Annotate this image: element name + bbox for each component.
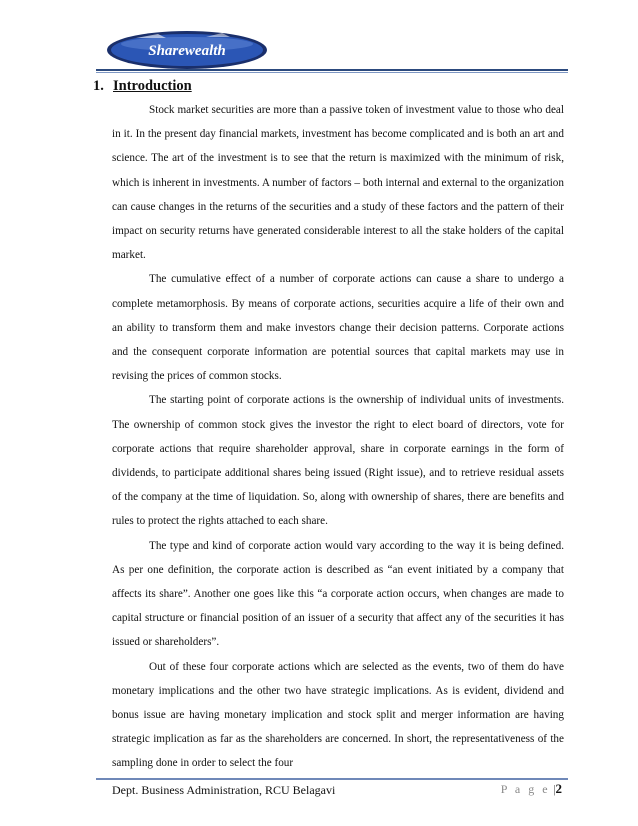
page-label: P a g e	[500, 782, 551, 796]
logo-text: Sharewealth	[148, 43, 226, 59]
paragraph: The type and kind of corporate action would vary according to the way it is being defined. As per one definition, the corporate action is described as “an event initiated by a company that affects its share”. Another one goes like this “a corporate action occurs, when changes are made to capital structure or financial position of an issuer of a security that affect any of the securities it has issued or shareholders”.	[112, 539, 564, 649]
section-number: 1.	[93, 78, 104, 94]
footer-page	[501, 781, 562, 797]
page-separator: |	[553, 782, 556, 796]
paragraph: The starting point of corporate actions is the ownership of individual units of investments. The ownership of common stock gives the investor the right to elect board of directors, vote for corporate actions that require shareholder approval, share in corporate earnings in the form of dividends, to participate additional shares being issued (Right issue), and to retrieve residual assets of the company at the time of liquidation. So, along with ownership of shares, there are benefits and rules to protect the rights attached to each share.	[112, 394, 564, 528]
sharewealth-logo	[106, 30, 268, 70]
page-number: 2	[555, 781, 562, 796]
section-heading	[93, 78, 192, 95]
header-rule-thin	[96, 72, 568, 73]
paragraph: Stock market securities are more than a passive token of investment value to those who deal in it. In the present day financial markets, investment has become complicated and is both an art and science. The art of the investment is to see that the return is maximized with the minimum of risk, which is inherent in investments. A number of factors – both internal and external to the organization can cause changes in the returns of the securities and a study of these factors and the pattern of their impact on security returns have generated considerable interest to all the stake holders of the capital market.	[112, 104, 564, 262]
paragraph: Out of these four corporate actions which are selected as the events, two of them do have monetary implications and the other two have strategic implications. As is evident, dividend and bonus issue are having monetary implication and stock split and merger information are having strategic implication as far as the shareholders are concerned. In short, the representativeness of the sampling done in order to select the four	[112, 660, 564, 770]
footer-department: Dept. Business Administration, RCU Belagavi	[112, 783, 336, 797]
paragraph: The cumulative effect of a number of corporate actions can cause a share to undergo a complete metamorphosis. By means of corporate actions, securities acquire a life of their own and an ability to transform them and make investors change their decision patterns. Corporate actions and the consequent corporate information are potential sources that capital markets may use in revising the prices of common stocks.	[112, 273, 564, 383]
footer-rule	[96, 778, 568, 780]
header-rule	[96, 69, 568, 71]
section-title: Introduction	[113, 78, 192, 94]
body-text	[112, 98, 564, 776]
